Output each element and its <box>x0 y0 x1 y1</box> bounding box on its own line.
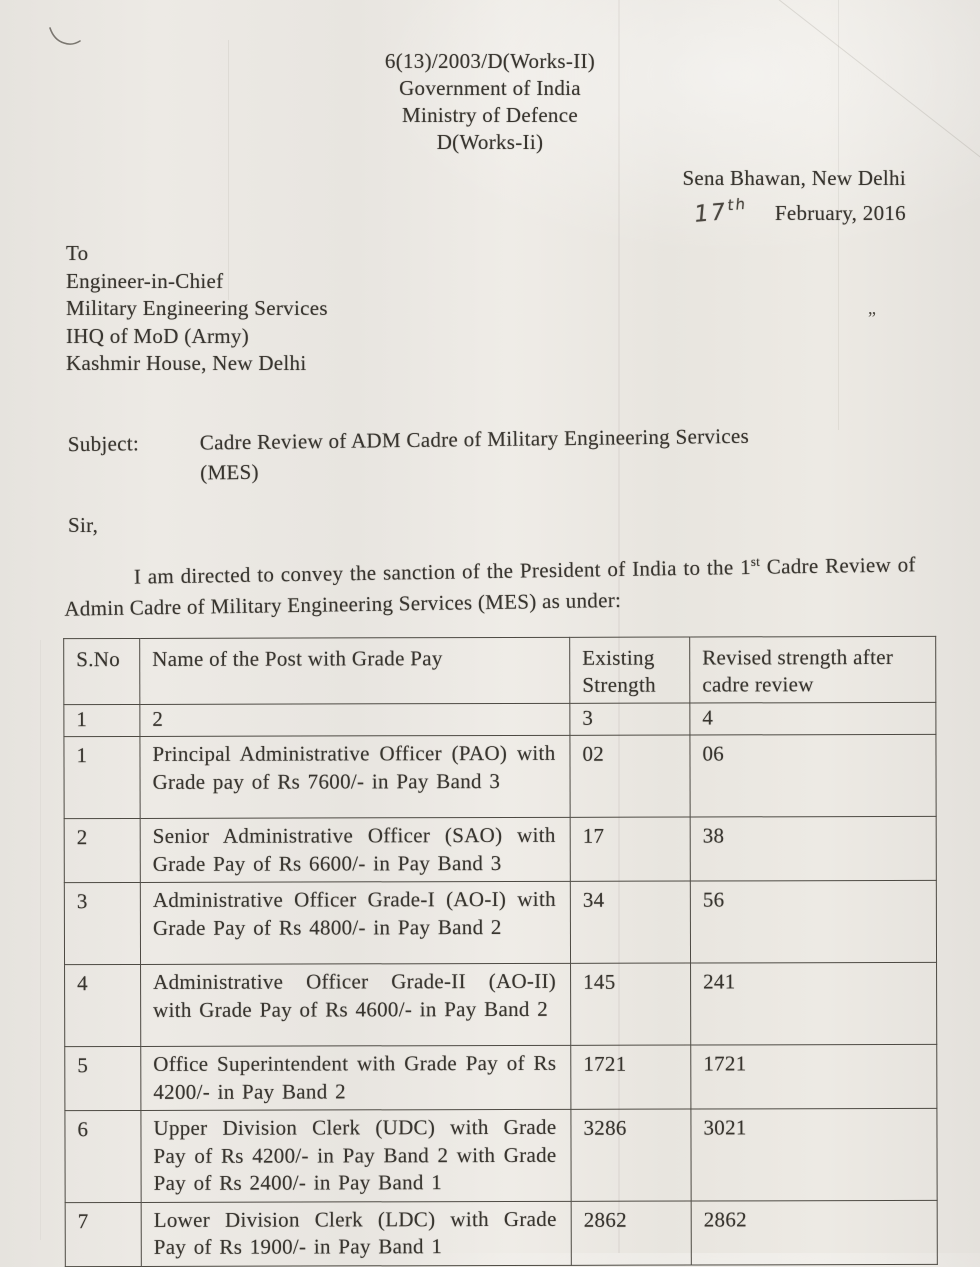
cell-revised: 2862 <box>691 1200 937 1265</box>
paper-crease <box>40 640 41 1240</box>
cell-revised: 1721 <box>691 1044 937 1109</box>
cell-post-name: Senior Administrative Officer (SAO) with Grade Pay of Rs 6600/- in Pay Band 3 <box>140 817 570 882</box>
cell-revised: 06 <box>690 734 936 817</box>
cell-sno: 7 <box>65 1202 141 1266</box>
cell-revised: 3021 <box>691 1108 937 1200</box>
table-body <box>64 734 937 1266</box>
cell-existing: 17 <box>570 817 690 881</box>
ministry-line: Ministry of Defence <box>402 103 578 127</box>
colnum-3: 3 <box>570 703 690 735</box>
table-row <box>65 1200 937 1266</box>
address-block <box>66 240 328 378</box>
handwritten-date-day: 17th <box>693 194 749 229</box>
colnum-1: 1 <box>64 704 140 736</box>
cell-existing: 3286 <box>571 1109 691 1201</box>
subject-label: Subject: <box>67 431 140 457</box>
table-row <box>64 734 936 818</box>
division-line: D(Works-Ii) <box>436 130 544 154</box>
cell-existing: 1721 <box>571 1045 691 1109</box>
colnum-4: 4 <box>690 702 936 735</box>
cell-post-name: Administrative Officer Grade-II (AO-II) with Grade Pay of Rs 4600/- in Pay Band 2 <box>141 963 571 1046</box>
table-row <box>65 1108 937 1202</box>
intro-paragraph: I am directed to convey the sanction of the President of India to the 1st Cadre Review of Admin Cadre of Military Engineering Services (MES) as under: <box>64 552 916 621</box>
cell-sno: 3 <box>64 882 140 964</box>
ink-speck: ” <box>868 308 876 328</box>
table-header-row <box>64 636 936 704</box>
cell-revised: 56 <box>690 880 936 963</box>
cadre-strength-table <box>63 636 938 1267</box>
cell-existing: 2862 <box>571 1201 691 1265</box>
date-printed: February, 2016 <box>774 200 906 225</box>
subject-text: Cadre Review of ADM Cadre of Military Engineering Services (MES) <box>199 423 750 485</box>
reference-number: 6(13)/2003/D(Works-II) <box>384 49 596 73</box>
cell-revised: 38 <box>690 816 936 881</box>
address-line: IHQ of MoD (Army) <box>66 323 249 348</box>
header-post-name: Name of the Post with Grade Pay <box>140 637 570 704</box>
place-line: Sena Bhawan, New Delhi <box>682 166 906 190</box>
letterhead <box>0 48 980 156</box>
table-row <box>64 880 936 964</box>
address-to: To <box>66 241 89 265</box>
cell-post-name: Office Superintendent with Grade Pay of Rs 4200/- in Pay Band 2 <box>141 1045 571 1110</box>
cell-post-name: Administrative Officer Grade-I (AO-I) with Grade Pay of Rs 4800/- in Pay Band 2 <box>140 881 570 964</box>
subject-block <box>68 419 909 489</box>
cell-revised: 241 <box>691 962 937 1045</box>
address-line: Kashmir House, New Delhi <box>66 351 307 375</box>
cell-post-name: Lower Division Clerk (LDC) with Grade Pay of Rs 1900/- in Pay Band 1 <box>141 1201 571 1266</box>
cell-existing: 34 <box>570 881 690 963</box>
table-row <box>64 816 936 882</box>
cell-sno: 6 <box>65 1110 141 1202</box>
cell-existing: 02 <box>570 735 690 817</box>
cell-sno: 4 <box>65 964 141 1046</box>
address-line: Engineer-in-Chief <box>66 268 224 293</box>
header-existing-strength: Existing Strength <box>570 637 690 703</box>
cell-sno: 2 <box>64 818 140 882</box>
cell-post-name: Principal Administrative Officer (PAO) with Grade pay of Rs 7600/- in Pay Band 3 <box>140 735 570 818</box>
org-line: Government of India <box>399 76 581 100</box>
column-number-row <box>64 702 936 736</box>
cell-post-name: Upper Division Clerk (UDC) with Grade Pay of Rs 4200/- in Pay Band 2 with Grade Pay of Rs 2400/- in Pay Band 1 <box>141 1109 571 1202</box>
colnum-2: 2 <box>140 703 570 736</box>
table-row <box>65 962 937 1046</box>
header-sno: S.No <box>64 638 140 704</box>
address-line: Military Engineering Services <box>66 296 328 320</box>
place-date-block <box>682 166 906 229</box>
header-revised-strength: Revised strength after cadre review <box>690 636 936 703</box>
cell-sno: 1 <box>64 736 140 818</box>
cell-sno: 5 <box>65 1046 141 1110</box>
cell-existing: 145 <box>571 963 691 1045</box>
salutation: Sir, <box>68 513 99 537</box>
table-row <box>65 1044 937 1110</box>
